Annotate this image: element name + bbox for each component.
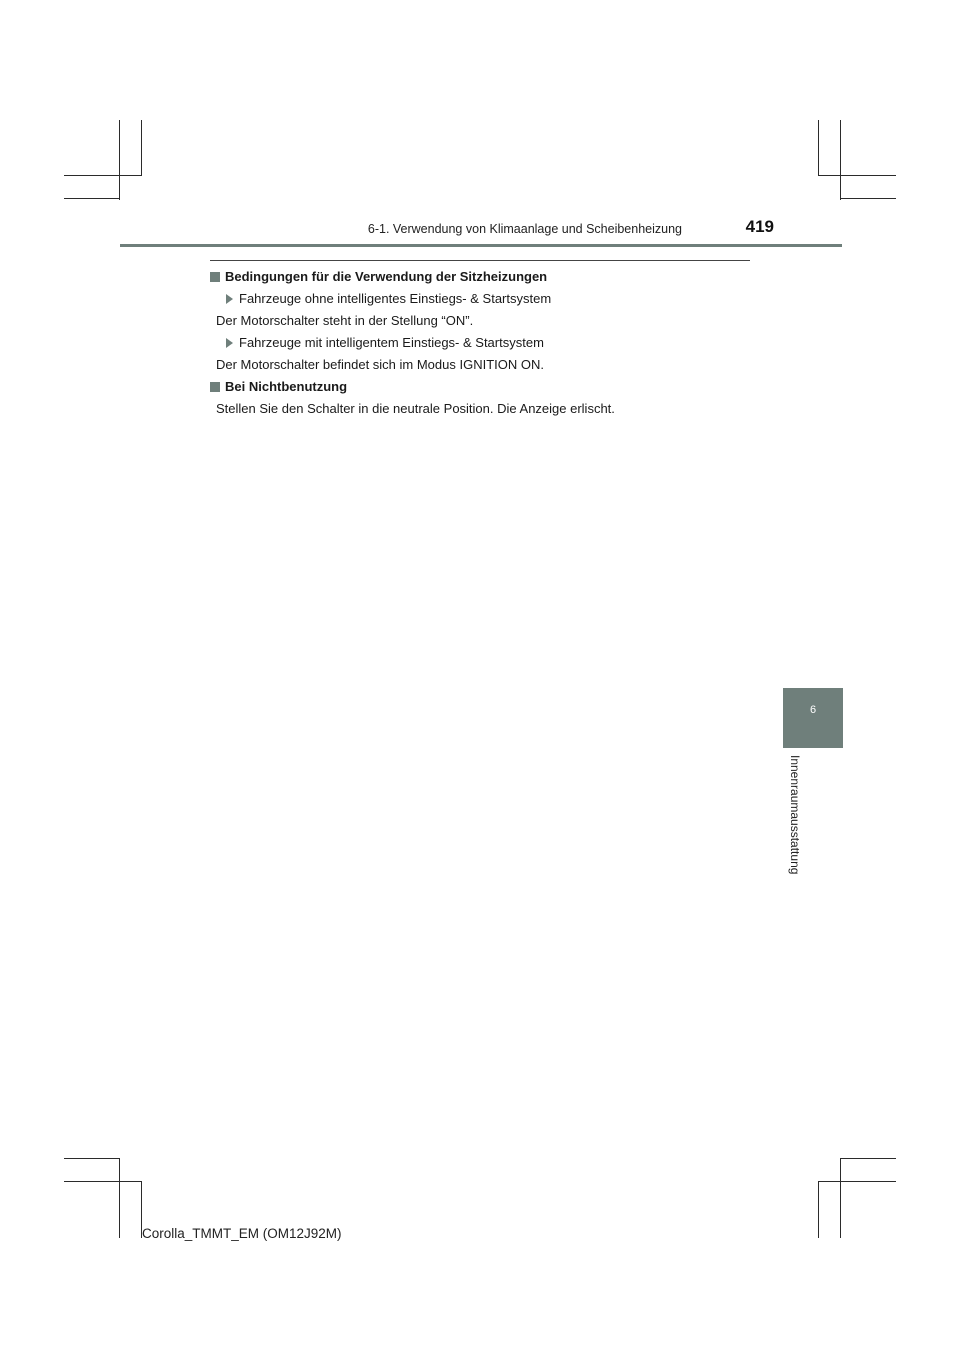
- crop-mark: [818, 1181, 896, 1182]
- chapter-label: Innenraumausstattung: [788, 755, 802, 875]
- header-title: 6-1. Verwendung von Klimaanlage und Scheibenheizung: [367, 222, 682, 236]
- list-item: [210, 290, 770, 312]
- square-bullet-icon: [210, 382, 220, 392]
- crop-mark: [64, 175, 142, 176]
- paragraph: Der Motorschalter befindet sich im Modus IGNITION ON.: [216, 357, 544, 372]
- footer-text: Corolla_TMMT_EM (OM12J92M): [142, 1226, 342, 1241]
- page-number: 419: [745, 217, 774, 236]
- paragraph: Der Motorschalter steht in der Stellung “ON”.: [216, 313, 474, 328]
- crop-mark: [64, 1181, 142, 1182]
- crop-mark: [840, 120, 841, 200]
- crop-mark: [119, 1158, 120, 1238]
- triangle-bullet-icon: [226, 338, 233, 348]
- crop-mark: [64, 1158, 120, 1159]
- crop-mark: [119, 120, 120, 200]
- list-item-label: Fahrzeuge mit intelligentem Einstiegs- & Startsystem: [239, 335, 544, 350]
- chapter-number: 6: [809, 704, 817, 716]
- crop-mark: [818, 175, 896, 176]
- content-divider: [210, 260, 750, 261]
- header-rule: [120, 244, 842, 247]
- page-content: [210, 268, 770, 422]
- crop-mark: [840, 1158, 841, 1238]
- paragraph: Stellen Sie den Schalter in die neutrale Position. Die Anzeige erlischt.: [216, 401, 615, 416]
- crop-mark: [840, 198, 896, 199]
- section-heading: [210, 268, 770, 290]
- square-bullet-icon: [210, 272, 220, 282]
- crop-mark: [818, 1181, 819, 1238]
- crop-mark: [818, 120, 819, 175]
- list-item-label: Fahrzeuge ohne intelligentes Einstiegs- & Startsystem: [239, 291, 552, 306]
- crop-mark: [840, 1158, 896, 1159]
- triangle-bullet-icon: [226, 294, 233, 304]
- section-heading: [210, 378, 770, 400]
- page-header: [120, 214, 842, 244]
- list-item: [210, 334, 770, 356]
- chapter-tab: [783, 688, 843, 748]
- crop-mark: [141, 120, 142, 175]
- section-heading-text: Bedingungen für die Verwendung der Sitzheizungen: [225, 269, 548, 284]
- crop-mark: [64, 198, 120, 199]
- section-heading-text: Bei Nichtbenutzung: [225, 379, 348, 394]
